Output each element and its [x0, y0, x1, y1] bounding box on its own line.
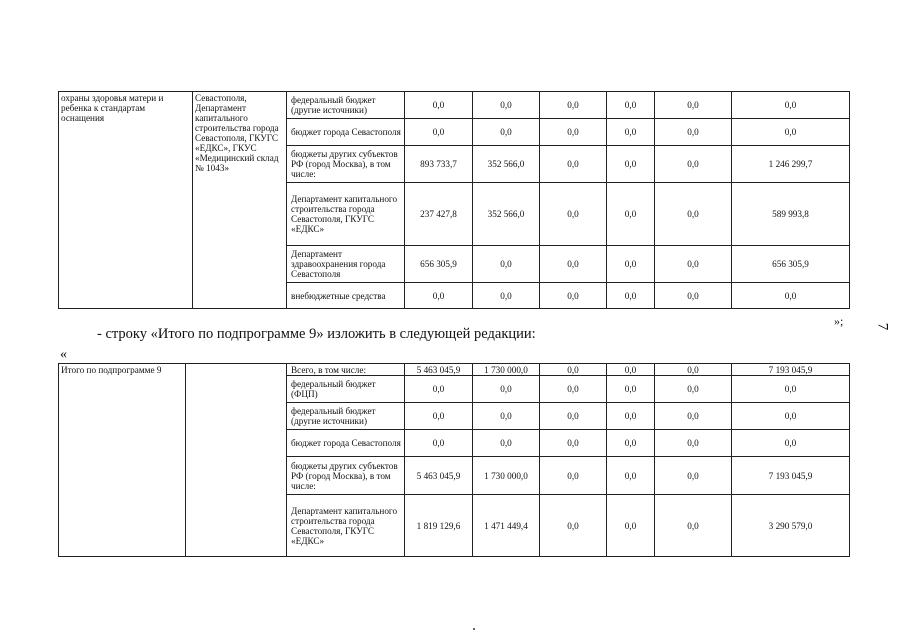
total-cell: 0,0 [732, 119, 850, 146]
value-cell: 0,0 [473, 430, 540, 457]
value-cell: 5 463 045,9 [405, 364, 473, 376]
value-cell: 0,0 [607, 146, 655, 183]
value-cell: 0,0 [540, 457, 607, 495]
value-cell: 0,0 [607, 376, 655, 403]
total-cell: 0,0 [732, 283, 850, 309]
value-cell: 656 305,9 [405, 246, 473, 283]
value-cell: 0,0 [540, 403, 607, 430]
funding-source-cell: федеральный бюджет (другие источники) [287, 92, 405, 119]
value-cell: 0,0 [540, 495, 607, 557]
program-measure-cell: охраны здоровья матери и ребенка к стандартам оснащения [59, 92, 193, 309]
value-cell: 0,0 [655, 92, 732, 119]
table-row [59, 92, 850, 119]
value-cell: 1 819 129,6 [405, 495, 473, 557]
value-cell: 0,0 [473, 403, 540, 430]
funding-source-cell: Всего, в том числе: [287, 364, 405, 376]
closing-quote: »; [834, 314, 844, 328]
value-cell: 1 730 000,0 [473, 457, 540, 495]
value-cell: 0,0 [607, 283, 655, 309]
value-cell: 0,0 [655, 119, 732, 146]
funding-source-cell: Департамент здравоохранения города Севастополя [287, 246, 405, 283]
page-number: 7 [874, 322, 891, 331]
table-row [59, 364, 850, 376]
scan-speck [473, 628, 475, 630]
total-cell: 0,0 [732, 376, 850, 403]
value-cell: 0,0 [655, 403, 732, 430]
funding-source-cell: федеральный бюджет (ФЦП) [287, 376, 405, 403]
executor-cell [186, 364, 287, 557]
value-cell: 0,0 [473, 283, 540, 309]
value-cell: 0,0 [405, 283, 473, 309]
value-cell: 0,0 [473, 92, 540, 119]
total-cell: 0,0 [732, 92, 850, 119]
value-cell: 0,0 [473, 376, 540, 403]
value-cell: 0,0 [405, 403, 473, 430]
value-cell: 0,0 [473, 119, 540, 146]
value-cell: 0,0 [540, 376, 607, 403]
total-cell: 656 305,9 [732, 246, 850, 283]
value-cell: 0,0 [607, 495, 655, 557]
total-cell: 0,0 [732, 430, 850, 457]
value-cell: 5 463 045,9 [405, 457, 473, 495]
value-cell: 0,0 [607, 403, 655, 430]
funding-source-cell: бюджеты других субъектов РФ (город Москва), в том числе: [287, 146, 405, 183]
value-cell: 0,0 [540, 146, 607, 183]
funding-table-subprogram-total-body [59, 364, 850, 557]
amendment-instruction: - строку «Итого по подпрограмме 9» изложить в следующей редакции: [97, 326, 536, 342]
value-cell: 1 471 449,4 [473, 495, 540, 557]
funding-source-cell: бюджеты других субъектов РФ (город Москва), в том числе: [287, 457, 405, 495]
value-cell: 0,0 [607, 183, 655, 246]
value-cell: 893 733,7 [405, 146, 473, 183]
total-cell: 7 193 045,9 [732, 457, 850, 495]
value-cell: 0,0 [607, 430, 655, 457]
total-cell: 3 290 579,0 [732, 495, 850, 557]
value-cell: 0,0 [655, 146, 732, 183]
total-cell: 7 193 045,9 [732, 364, 850, 376]
funding-source-cell: бюджет города Севастополя [287, 119, 405, 146]
value-cell: 0,0 [655, 457, 732, 495]
total-cell: 589 993,8 [732, 183, 850, 246]
value-cell: 0,0 [655, 495, 732, 557]
value-cell: 0,0 [655, 183, 732, 246]
value-cell: 0,0 [655, 376, 732, 403]
value-cell: 0,0 [540, 430, 607, 457]
value-cell: 0,0 [607, 457, 655, 495]
funding-table-subprogram-total [58, 363, 850, 557]
funding-source-cell: федеральный бюджет (другие источники) [287, 403, 405, 430]
opening-quote: « [60, 347, 67, 362]
funding-table-top-body [59, 92, 850, 309]
value-cell: 0,0 [607, 92, 655, 119]
value-cell: 0,0 [607, 246, 655, 283]
value-cell: 0,0 [655, 364, 732, 376]
value-cell: 0,0 [607, 119, 655, 146]
value-cell: 1 730 000,0 [473, 364, 540, 376]
value-cell: 0,0 [540, 183, 607, 246]
value-cell: 0,0 [405, 92, 473, 119]
value-cell: 237 427,8 [405, 183, 473, 246]
funding-source-cell: бюджет города Севастополя [287, 430, 405, 457]
value-cell: 0,0 [655, 283, 732, 309]
subprogram-total-label: Итого по подпрограмме 9 [59, 364, 186, 557]
value-cell: 0,0 [540, 92, 607, 119]
value-cell: 0,0 [540, 283, 607, 309]
value-cell: 0,0 [655, 430, 732, 457]
value-cell: 0,0 [607, 364, 655, 376]
value-cell: 0,0 [405, 430, 473, 457]
value-cell: 0,0 [473, 246, 540, 283]
total-cell: 1 246 299,7 [732, 146, 850, 183]
total-cell: 0,0 [732, 403, 850, 430]
funding-source-cell: внебюджетные средства [287, 283, 405, 309]
funding-source-cell: Департамент капитального строительства города Севастополя, ГКУГС «ЕДКС» [287, 183, 405, 246]
value-cell: 352 566,0 [473, 146, 540, 183]
value-cell: 0,0 [540, 119, 607, 146]
funding-table-top [58, 91, 850, 309]
value-cell: 352 566,0 [473, 183, 540, 246]
funding-source-cell: Департамент капитального строительства города Севастополя, ГКУГС «ЕДКС» [287, 495, 405, 557]
value-cell: 0,0 [405, 376, 473, 403]
executor-cell: Севастополя, Департамент капитального строительства города Севастополя, ГКУГС «ЕДКС», ГКУС «Медицинский склад № 1043» [193, 92, 287, 309]
value-cell: 0,0 [405, 119, 473, 146]
value-cell: 0,0 [540, 364, 607, 376]
value-cell: 0,0 [540, 246, 607, 283]
value-cell: 0,0 [655, 246, 732, 283]
